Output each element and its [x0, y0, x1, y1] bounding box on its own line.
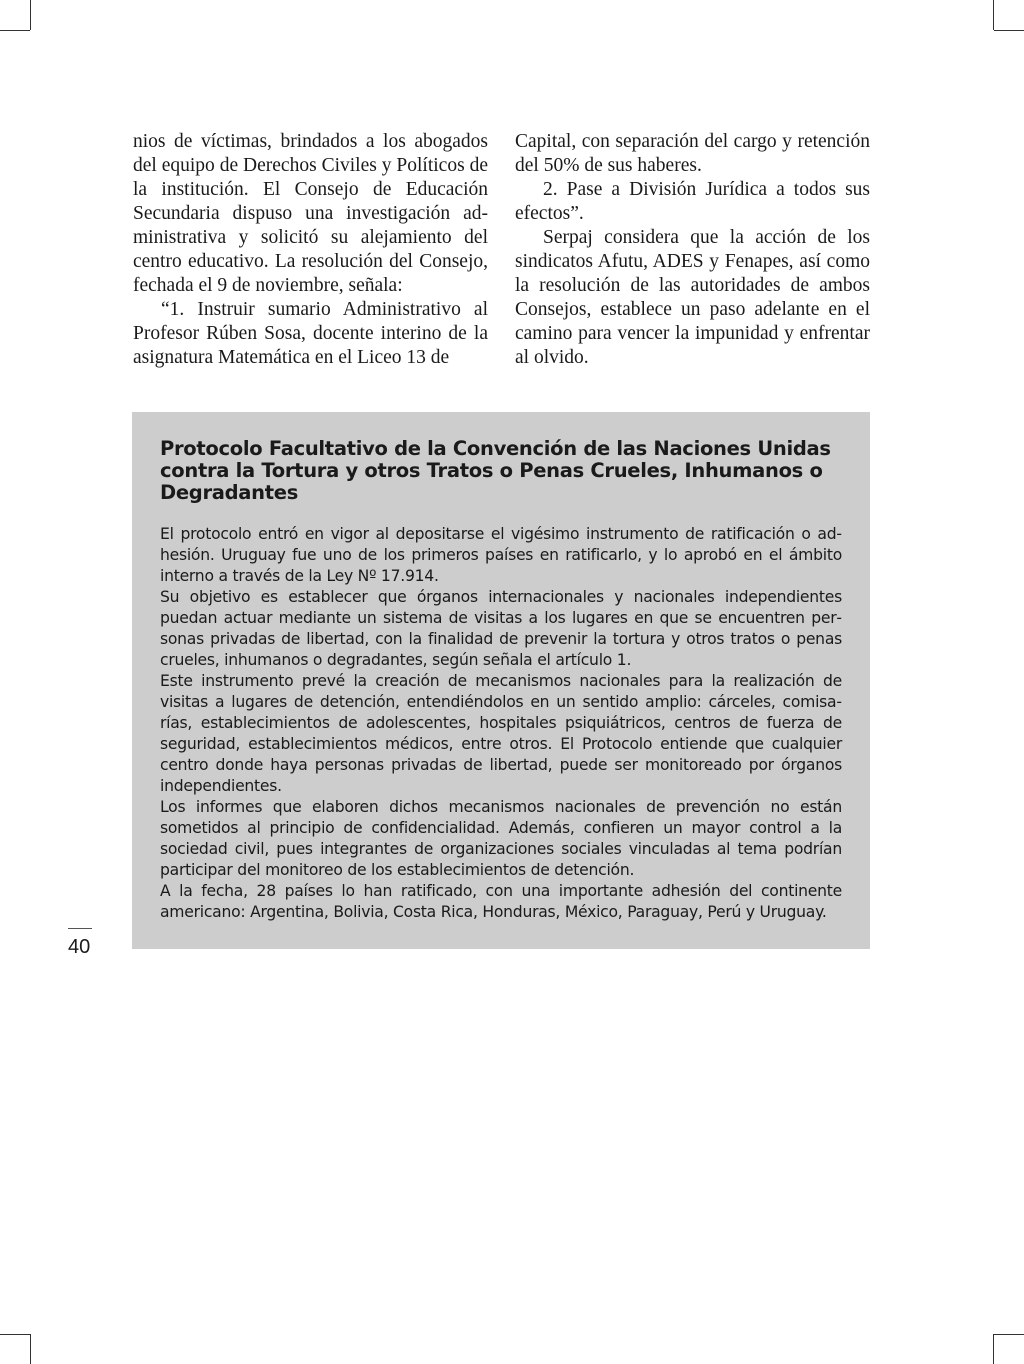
right-text-column [515, 130, 870, 370]
box-body [160, 524, 842, 923]
crop-mark-bottom-right-h [994, 1334, 1024, 1335]
crop-mark-bottom-left-h [0, 1334, 30, 1335]
box-paragraph: El protocolo entró en vigor al depositarse el vigésimo instrumento de ratificación o adhesión. Uruguay fue uno de los primeros países en ratificarlo, y lo aprobó en el ámbito interno a través de la Ley Nº 17.914. [160, 525, 842, 585]
box-paragraph: Este instrumento prevé la creación de mecanismos nacionales para la realización de visitas a lugares de detención, entendiéndolos en un sentido amplio: cárceles, comisarías, establecimientos de adolescentes, hospitales psiquiátricos, centros de fuerza de seguridad, establecimientos médicos, entre otros. El Protocolo entiende que cualquier centro donde haya personas privadas de libertad, puede ser monitoreado por órganos independientes. [160, 672, 842, 795]
crop-mark-top-left-h [0, 30, 30, 31]
paragraph: “1. Instruir sumario Administrativo al Profesor Rúben Sosa, docente interino de la asignatura Matemática en el Liceo 13 de [133, 299, 488, 368]
box-paragraph: Su objetivo es establecer que órganos internacionales y nacionales independientes puedan actuar mediante un sistema de visitas a los lugares en que se encuentren personas privadas de libertad, con la finalidad de prevenir la tortura y otros tratos o penas crueles, inhumanos o degradantes, según señala el artículo 1. [160, 588, 842, 669]
crop-mark-bottom-right-v [993, 1334, 994, 1364]
left-text-column [133, 130, 488, 370]
paragraph: Capital, con separación del cargo y retención del 50% de sus haberes. [515, 131, 870, 176]
page-number: 40 [68, 936, 91, 958]
box-paragraph: Los informes que elaboren dichos mecanismos nacionales de prevención no están sometidos al principio de confidencialidad. Además, confieren un mayor control a la sociedad civil, pues integrantes de organizaciones sociales vinculadas al tema podrían participar del monitoreo de los establecimientos de detención. [160, 798, 842, 879]
crop-mark-top-right-h [994, 30, 1024, 31]
crop-mark-top-left-v [30, 0, 31, 30]
paragraph: 2. Pase a División Jurídica a todos sus efectos”. [515, 179, 870, 224]
box-title: Protocolo Facultativo de la Convención de las Naciones Unidas contra la Tortura y otros Tratos o Penas Crueles, Inhumanos o Degradantes [160, 437, 831, 504]
crop-mark-bottom-left-v [30, 1334, 31, 1364]
box-paragraph: A la fecha, 28 países lo han ratificado, con una importante adhesión del continente americano: Argentina, Bolivia, Costa Rica, Honduras, México, Paraguay, Perú y Uruguay. [160, 882, 842, 921]
page-number-rule [68, 928, 92, 929]
paragraph: nios de víctimas, brindados a los abogados del equipo de Derechos Civiles y Políticos de la institución. El Consejo de Educación Secundaria dispuso una investigación administrativa y solicitó su alejamiento del centro educativo. La resolución del Consejo, fechada el 9 de noviembre, señala: [133, 131, 488, 296]
protocol-info-box [132, 412, 870, 949]
paragraph: Serpaj considera que la acción de los sindicatos Afutu, ADES y Fenapes, así como la resolución de las autoridades de ambos Consejos, establece un paso adelante en el camino para vencer la impunidad y enfrentar al olvido. [515, 227, 870, 368]
crop-mark-top-right-v [993, 0, 994, 30]
